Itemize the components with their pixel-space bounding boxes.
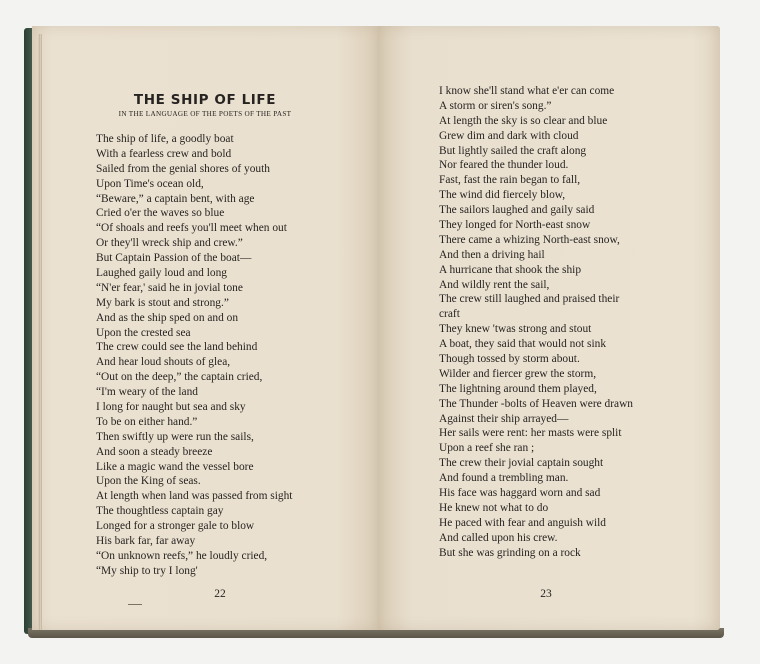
poem-line: Or they'll wreck ship and crew.” [96, 237, 243, 250]
poem-line: With a fearless crew and bold [96, 147, 232, 160]
poem-line: Laughed gaily loud and long [96, 267, 227, 280]
page-number-right: 23 [540, 588, 552, 600]
poem-line: They longed for North-east snow [439, 219, 591, 232]
poem-line: The thoughtless captain gay [96, 505, 224, 518]
poem-line: “I'm weary of the land [96, 386, 198, 399]
poem-line: The sailors laughed and gaily said [439, 204, 595, 217]
poem-line: Upon the King of seas. [96, 475, 201, 488]
poem-line: Upon Time's ocean old, [96, 177, 204, 190]
poem-line: Grew dim and dark with cloud [439, 129, 579, 142]
poem-line: craft [439, 308, 460, 321]
poem-line: Wilder and fiercer grew the storm, [439, 367, 597, 380]
left-page [32, 26, 379, 630]
poem-line: I long for naught but sea and sky [96, 401, 246, 414]
poem-line: A hurricane that shook the ship [439, 263, 582, 276]
poem-subtitle: IN THE LANGUAGE OF THE POETS OF THE PAST [118, 110, 292, 118]
poem-line: “Out on the deep,” the captain cried, [96, 371, 263, 384]
poem-line: I know she'll stand what e'er can come [439, 85, 615, 97]
page-number-left: 22 [214, 588, 226, 600]
poem-line: There came a whizing North-east snow, [439, 233, 620, 246]
poem-line: And wildly rent the sail, [439, 278, 550, 291]
poem-line: The wind did fiercely blow, [439, 189, 566, 202]
poem-line: They knew 'twas strong and stout [439, 323, 592, 336]
poem-line: But she was grinding on a rock [439, 546, 581, 559]
poem-line: “On unknown reefs,” he loudly cried, [96, 549, 268, 562]
poem-line: Though tossed by storm about. [439, 353, 580, 366]
page-edges [38, 34, 42, 630]
poem-line: “N'er fear,' said he in jovial tone [96, 281, 243, 294]
poem-line: And hear loud shouts of glea, [96, 356, 231, 369]
poem-line: Like a magic wand the vessel bore [96, 460, 254, 473]
poem-line: Longed for a stronger gale to blow [96, 520, 255, 533]
poem-line: “Beware,” a captain bent, with age [96, 192, 255, 205]
poem-line: The crew their jovial captain sought [439, 457, 604, 470]
poem-line: But lightly sailed the craft along [439, 144, 587, 157]
poem-line: The crew still laughed and praised their [439, 293, 620, 306]
poem-line: He knew not what to do [439, 501, 549, 514]
poem-line: His bark far, far away [96, 535, 196, 548]
poem-line: The ship of life, a goodly boat [96, 133, 234, 145]
poem-line: Then swiftly up were run the sails, [96, 430, 254, 443]
printer-mark [128, 604, 142, 605]
left-poem-lines [96, 132, 292, 579]
poem-line: But Captain Passion of the boat— [96, 252, 252, 265]
poem-line: Nor feared the thunder loud. [439, 159, 569, 172]
poem-line: “Of shoals and reefs you'll meet when out [96, 222, 287, 235]
poem-line: “My ship to try I long' [96, 564, 198, 577]
poem-line: He paced with fear and anguish wild [439, 516, 607, 529]
poem-line: His face was haggard worn and sad [439, 487, 601, 500]
poem-line: My bark is stout and strong.” [96, 296, 229, 309]
poem-line: Against their ship arrayed— [439, 412, 569, 425]
poem-line: Cried o'er the waves so blue [96, 207, 225, 220]
poem-line: Upon the crested sea [96, 326, 191, 339]
book-cover-spine [24, 28, 32, 634]
poem-line: At length when land was passed from sight [96, 490, 293, 503]
poem-line: A storm or siren's song.” [439, 99, 552, 112]
poem-title: THE SHIP OF LIFE [133, 92, 277, 108]
right-page [378, 26, 720, 630]
poem-line: A boat, they said that would not sink [439, 338, 607, 351]
poem-line: And found a trembling man. [439, 472, 569, 485]
poem-line: And as the ship sped on and on [96, 311, 239, 324]
poem-line: And then a driving hail [439, 248, 545, 261]
poem-line: Her sails were rent: her masts were split [439, 427, 622, 440]
poem-line: And soon a steady breeze [96, 445, 213, 458]
poem-line: The Thunder -bolts of Heaven were drawn [439, 397, 633, 410]
poem-line: At length the sky is so clear and blue [439, 114, 608, 127]
poem-line: Fast, fast the rain began to fall, [439, 174, 581, 187]
right-poem-lines [439, 84, 633, 561]
poem-line: The lightning around them played, [439, 382, 597, 395]
poem-line: Sailed from the genial shores of youth [96, 162, 270, 175]
poem-line: And called upon his crew. [439, 531, 558, 544]
poem-line: The crew could see the land behind [96, 341, 258, 354]
poem-line: Upon a reef she ran ; [439, 442, 535, 455]
poem-line: To be on either hand.” [96, 415, 198, 428]
open-book [24, 24, 724, 640]
